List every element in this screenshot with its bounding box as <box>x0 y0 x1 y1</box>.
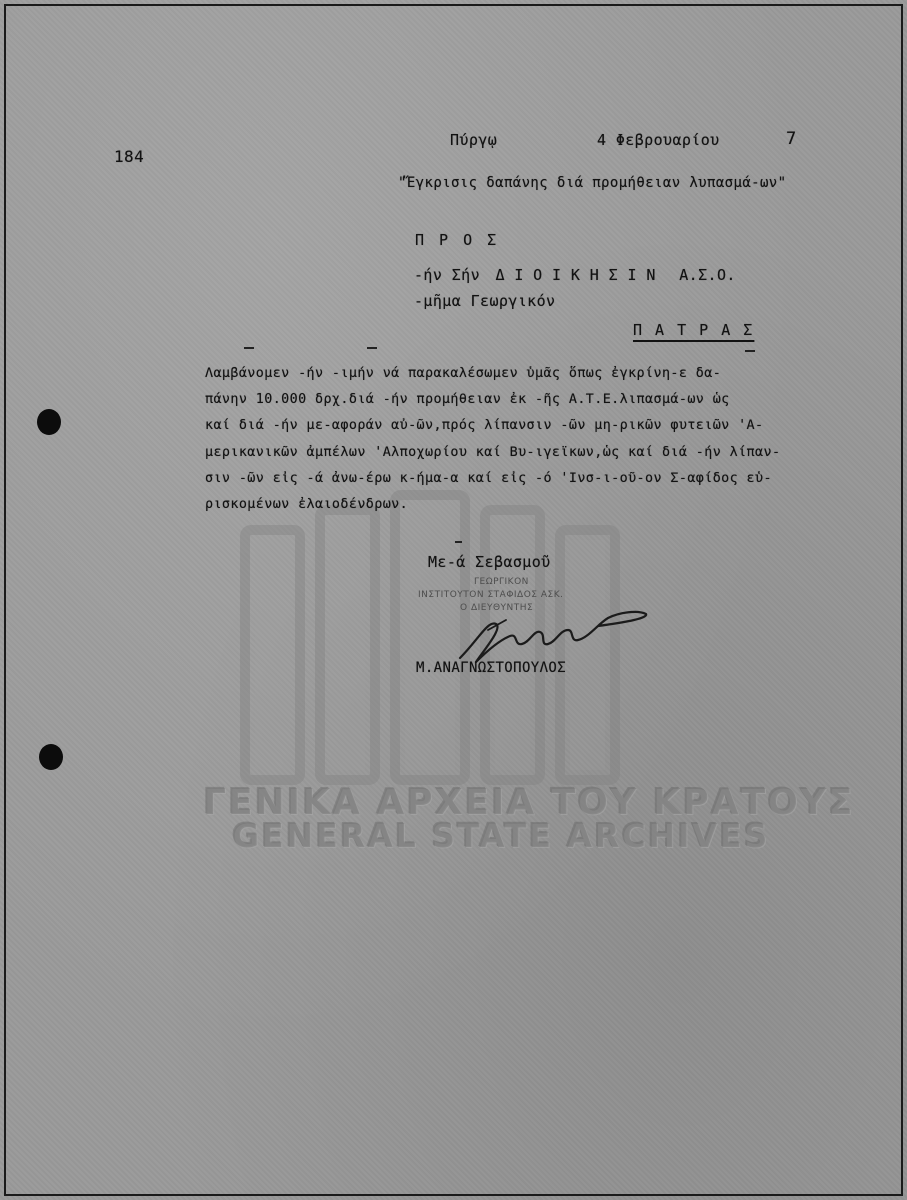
typewriter-mark <box>367 347 377 349</box>
typewriter-mark <box>455 541 462 543</box>
document-year-digit: 7 <box>786 129 797 149</box>
watermark-english-text: GENERAL STATE ARCHIVES <box>232 816 770 855</box>
recipient-org: Α.Σ.Ο. <box>679 266 736 284</box>
recipient-prefix: -ήν Σήν <box>414 266 481 284</box>
body-line-4: μερικανικῶν ἀμπέλων 'Αλποχωρίου καί Βυ-ιγεϊκων,ὡς καί διά -ήν λίπαν- <box>205 445 781 460</box>
recipient-city: Π Α Τ Ρ Α Σ <box>633 321 755 339</box>
body-line-2: πάνην 10.000 δρχ.διά -ήν προμήθειαν ἐκ -ῆς Α.Τ.Ε.λιπασμά-ων ὡς <box>205 392 730 407</box>
signatory-name: Μ.ΑΝΑΓΝΩΣΤΟΠΟΥΛΟΣ <box>416 660 567 676</box>
body-line-3: καί διά -ήν με-αφοράν αὐ-ῶν,πρός λίπανσιν -ῶν μη-ρικῶν φυτειῶν 'Α- <box>205 418 764 433</box>
stamp-line-2: ΙΝΣΤΙΤΟΥΤΟΝ ΣΤΑΦΙΔΟΣ ΑΣΚ. <box>418 590 564 600</box>
binder-punch-hole-bottom <box>39 744 63 770</box>
stamp-line-3: Ο ΔΙΕΥΘΥΝΤΗΣ <box>460 603 534 613</box>
body-line-5: σιν -ῶν εἰς -ά ἀνω-έρω κ-ήμα-α καί εἰς -ό 'Ινσ-ι-οῦ-ον Σ-αφίδος εὑ- <box>205 471 772 486</box>
watermark-greek-text: ΓΕΝΙΚΑ ΑΡΧΕΙΑ ΤΟΥ ΚΡΑΤΟΥΣ <box>203 782 855 823</box>
closing-salutation: Με-ά Σεβασμοῦ <box>428 553 551 571</box>
to-label: Π Ρ Ο Σ <box>415 231 500 249</box>
body-line-6: ρισκομένων ἐλαιοδένδρων. <box>205 497 409 512</box>
recipient-name: Δ Ι Ο Ι Κ Η Σ Ι Ν <box>495 266 656 284</box>
body-line-1: Λαμβάνομεν -ήν -ιμήν νά παρακαλέσωμεν ὑμᾶς ὅπως ἐγκρίνη-ε δα- <box>205 366 722 381</box>
document-number: 184 <box>114 147 145 166</box>
binder-punch-hole-top <box>37 409 61 435</box>
recipient-line-2: -μῆμα Γεωργικόν <box>414 292 556 310</box>
document-subject: "Ἔγκρισις δαπάνης διά προμήθειαν λυπασμά-ων" <box>398 175 787 191</box>
typewriter-mark <box>745 350 755 352</box>
document-place: Πύργῳ <box>450 131 498 149</box>
stamp-line-1: ΓΕΩΡΓΙΚΟΝ <box>474 577 529 587</box>
document-date: 4 Φεβρουαρίου <box>597 131 720 149</box>
recipient-line-1 <box>414 266 736 284</box>
typewriter-mark <box>244 347 254 349</box>
